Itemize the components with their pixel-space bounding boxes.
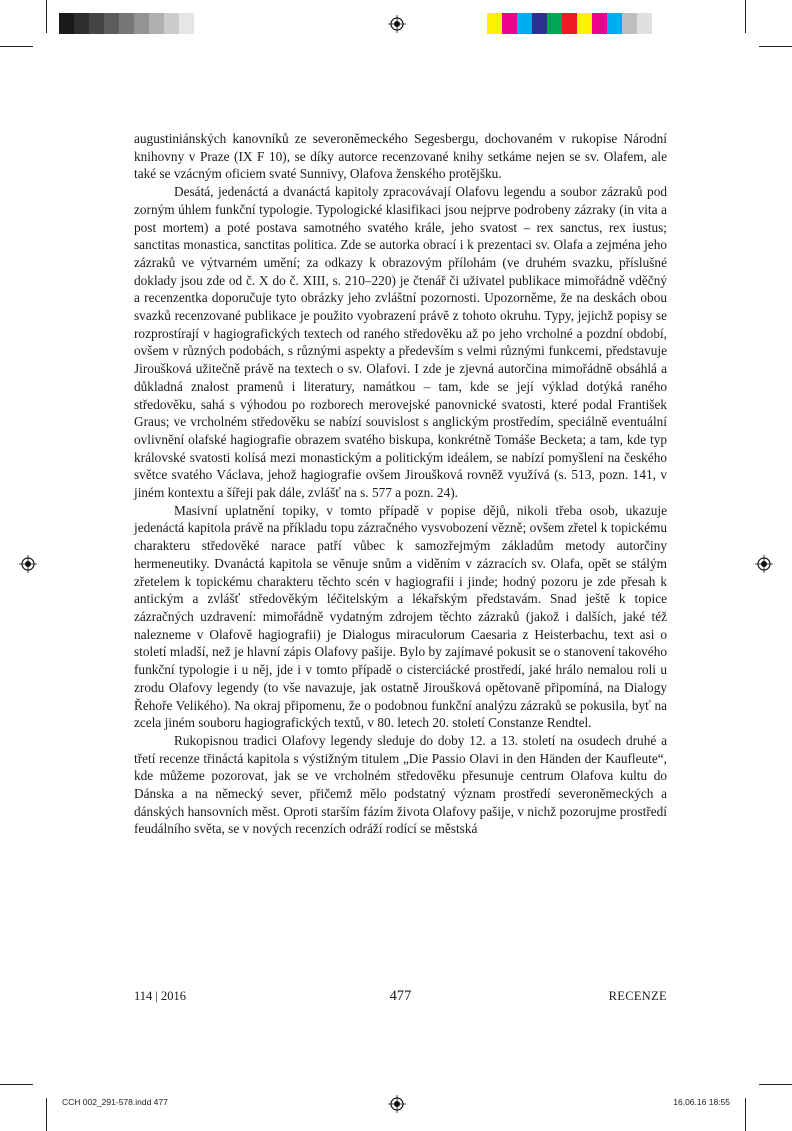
registration-mark-left-icon bbox=[19, 555, 37, 573]
article-body bbox=[134, 130, 667, 838]
color-swatch bbox=[89, 13, 104, 34]
color-swatch bbox=[577, 13, 592, 34]
color-swatch bbox=[532, 13, 547, 34]
grey-calibration-bar bbox=[59, 13, 194, 34]
color-swatch bbox=[179, 13, 194, 34]
color-swatch bbox=[164, 13, 179, 34]
color-swatch bbox=[637, 13, 652, 34]
color-swatch bbox=[562, 13, 577, 34]
color-swatch bbox=[622, 13, 637, 34]
color-swatch bbox=[592, 13, 607, 34]
registration-mark-right-icon bbox=[755, 555, 773, 573]
color-swatch bbox=[487, 13, 502, 34]
color-swatch bbox=[59, 13, 74, 34]
paragraph: Masivní uplatnění topiky, v tomto případě v popise dějů, nikoli třeba osob, ukazuje jedenáctá kapitola právě na příkladu topu zázračného vysvobození vězně; ovšem zřetel k topickému charakteru středověké narace patří vůbec k samozřejmým základům metody autorčiny hermeneutiky. Dvanáctá kapitola se věnuje snům a viděním v zázracích sv. Olafa, opět se stálým zřetelem k topickému charakteru těchto scén v hagiografii i jinde; hodný pozoru je zde přesah k antickým a zvlášť středověkým léčitelským a lékařským představám. Snad ještě k topice zázračných uzdravení: mimořádně vydatným zdrojem těchto zázraků (jakož i dalších, jaké též nalezneme v Olafově hagiografii) je Dialogus miraculorum Caesaria z Heisterbachu, text asi o století mladší, než je hlavní zápis Olafovy pašije. Bylo by zajímavé pokusit se o stanovení takového funkční typologie i u něj, jde i v tomto případě o cisterciácké prostředí, jaké hrálo nemalou roli u zrodu Olafovy legendy (to vše navazuje, jak ostatně Jiroušková opětovaně připomíná, na Dialogy Řehoře Velikého). Na okraj připomenu, že o podobnou funkční analýzu zázraků se pokusila, byť na zcela jiném souboru hagiografických textů, v 80. letech 20. století Constanze Rendtel. bbox=[134, 502, 667, 731]
color-swatch bbox=[74, 13, 89, 34]
page-number: 477 bbox=[389, 988, 412, 1004]
color-swatch bbox=[119, 13, 134, 34]
color-swatch bbox=[517, 13, 532, 34]
crop-mark bbox=[0, 46, 33, 47]
paragraph: Rukopisnou tradici Olafovy legendy sleduje do doby 12. a 13. století na osudech druhé a třetí recenze třináctá kapitola s výstižným titulem „Die Passio Olavi in den Händen der Kaufleute“, kde můžeme pozorovat, jak se ve vrcholném středověku přesunuje centrum Olafova kultu do Dánska a na německý sever, přičemž mělo podstatný význam prostředí severoněmeckých a dánských hansovních měst. Oproti starším fázím života Olafovy pašije, v nichž pozorujme prostředí feudálního světa, se v nových recenzích odráží rodící se městská bbox=[134, 732, 667, 837]
slug-file-name: CCH 002_291-578.indd 477 bbox=[62, 1097, 168, 1107]
crop-mark bbox=[0, 1084, 33, 1085]
crop-mark bbox=[745, 1098, 746, 1131]
crop-mark bbox=[759, 46, 792, 47]
paragraph: Desátá, jedenáctá a dvanáctá kapitoly zpracovávají Olafovu legendu a soubor zázraků pod zorným úhlem funkční typologie. Typologické klasifikaci jsou nejprve podrobeny zázraky (in vita a post mortem) a poté postava samotného svatého krále, jeho svatost – rex sanctus, rex iustus; sanctitas monastica, sanctitas politica. Zde se autorka obrací i k prezentaci sv. Olafa a zejména jeho zázraků ve výtvarném umění; za odkazy k obrazovým přílohám (ve druhém svazku, příslušné doklady jsou zde od č. X do č. XIII, s. 210–220) je čtenář či uživatel publikace mimořádně vděčný a recenzentka doporučuje tyto obrázky jeho zvláštní pozornosti. Upozorněme, že na deskách obou svazků recenzované publikace je použito vyobrazení právě z tohoto okruhu. Typy, jejichž popisy se rozprostírají v hagiografických textech od raného středověku až po jeho vrcholné a pozdní období, ovšem v různých podobách, s různými aspekty a především s velmi různými funkcemi, představuje Jiroušková užitečně právě na textech o sv. Olafovi. I zde je zjevná autorčina mimořádně obsáhlá a důkladná znalost pramenů i literatury, namátkou – tam, kde se její výklad dotýká raného středověku, sahá s výhodou po rozborech merovejské panovnické svatosti, které podal František Graus; ve vrcholném středověku se nabízí souvislost s anglickým prostředím, speciálně eventuální ovlivnění olafské hagiografie obrazem svatého biskupa, konkrétně Tomáše Becketa; a tam, kde typ královské svatosti kolísá mezi monastickým a politickým ideálem, se nabízí pomyšlení na českého světce svatého Václava, jehož hagiografie ovšem Jiroušková rovněž využívá (s. 513, pozn. 141, v jiném kontextu a šířeji pak dále, zvlášť na s. 577 a pozn. 24). bbox=[134, 184, 667, 501]
crop-mark bbox=[745, 0, 746, 33]
registration-mark-top-icon bbox=[388, 15, 406, 33]
crop-mark bbox=[759, 1084, 792, 1085]
color-swatch bbox=[502, 13, 517, 34]
color-swatch bbox=[149, 13, 164, 34]
issue-label: 114 | 2016 bbox=[134, 989, 187, 1003]
crop-mark bbox=[46, 1098, 47, 1131]
paragraph: augustiniánských kanovníků ze severoněmeckého Segesbergu, dochovaném v rukopise Národní knihovny v Praze (IX F 10), se díky autorce recenzované knihy setkáme nejen se sv. Olafem, ale také se vzácným oficiem svaté Sunnivy, Olafova ženského protějšku. bbox=[134, 131, 667, 182]
crop-mark bbox=[46, 0, 47, 33]
color-swatch bbox=[547, 13, 562, 34]
slug-timestamp: 16.06.16 18:55 bbox=[673, 1097, 730, 1107]
color-swatch bbox=[104, 13, 119, 34]
section-label: RECENZE bbox=[608, 989, 667, 1003]
color-swatch bbox=[134, 13, 149, 34]
page-footer bbox=[134, 989, 667, 1009]
color-calibration-bar bbox=[487, 13, 652, 34]
registration-mark-bottom-icon bbox=[388, 1095, 406, 1113]
color-swatch bbox=[607, 13, 622, 34]
